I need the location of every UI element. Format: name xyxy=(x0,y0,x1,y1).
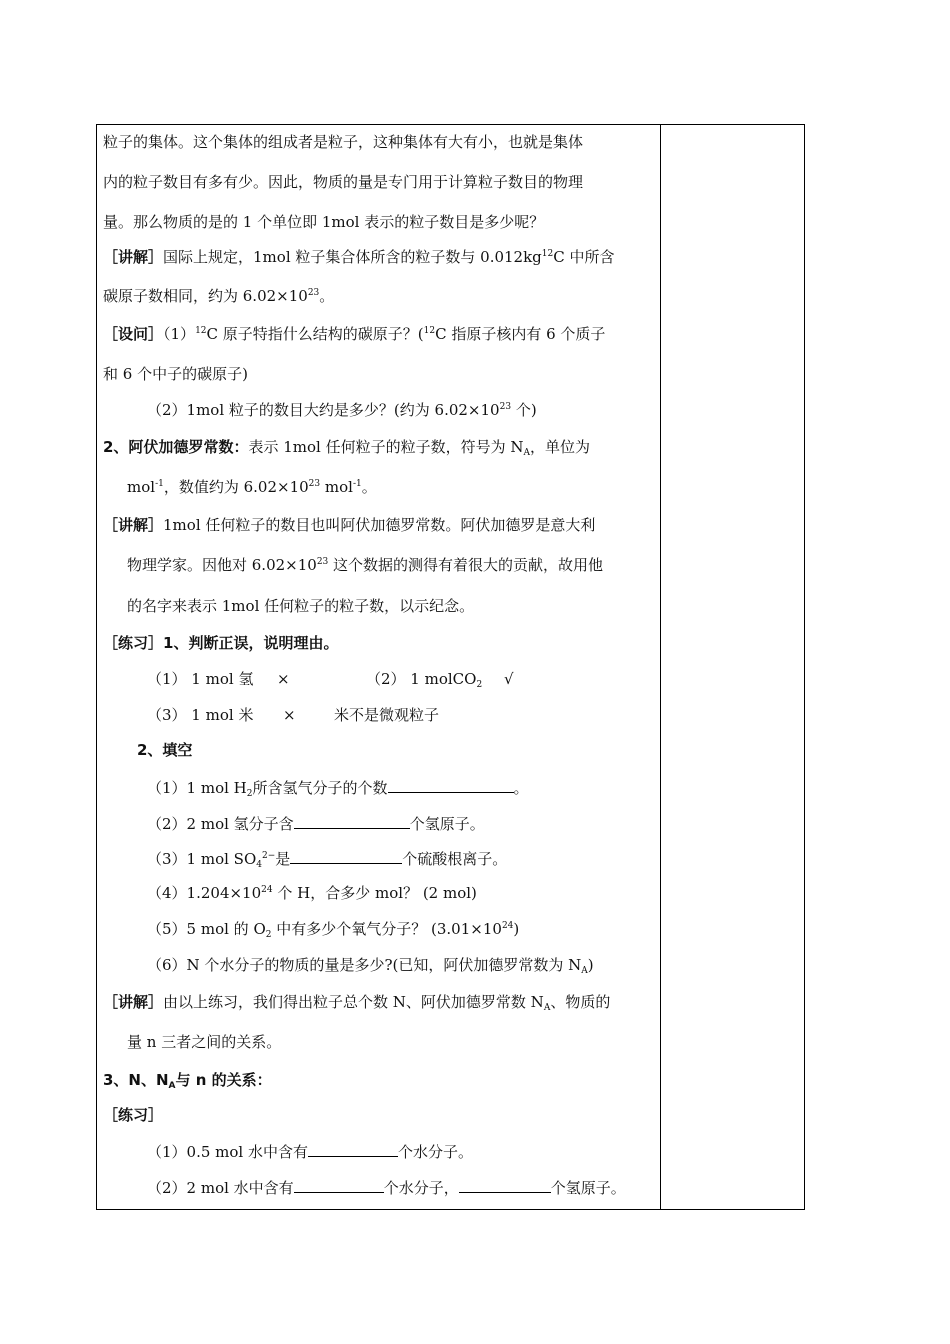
exercise-mark: √ xyxy=(504,670,514,688)
fill-item: （2）2 mol 氢分子含 个氢原子。 xyxy=(147,812,485,834)
exercise-item: （3） 1 mol 米 xyxy=(147,706,254,724)
exercise-note: 米不是微观粒子 xyxy=(334,706,440,724)
section-tag: ［设问］ xyxy=(103,325,164,343)
exercise-item: （1） 1 mol 氢 xyxy=(147,670,254,688)
section-heading: 3、N、$N_A$与 n 的关系： xyxy=(103,1071,272,1091)
exercise-heading: 2、填空 xyxy=(137,741,193,759)
answer-blank[interactable] xyxy=(308,1140,398,1157)
fill-item: （6）N 个水分子的物质的量是多少?(已知，阿伏加德罗常数为 $N_A$) xyxy=(147,956,594,976)
explanation-line: 物理学家。因他对 $6.02\times 10^{23}$ 这个数据的测得有着很大的贡献，故用他 xyxy=(127,556,604,574)
fill-item: $(4)1.204\times 10^{24}$ 个 H，合多少 mol？ (2 mol) xyxy=(147,884,477,902)
explanation-line: ［讲解］由以上练习，我们得出粒子总个数 N、阿伏加德罗常数 $N_A$、物质的 xyxy=(103,993,611,1013)
section-tag: ［讲解］ xyxy=(103,516,164,534)
answer-blank[interactable] xyxy=(290,847,402,864)
fill-item: （1）1 mol $H_2$所含氢气分子的个数 。 xyxy=(147,776,529,798)
definition-line: 2、阿伏加德罗常数：表示 1mol 任何粒子的粒子数，符号为 $N_A$，单位为 xyxy=(103,438,590,458)
fill-item: （1）0.5 mol 水中含有 个水分子。 xyxy=(147,1140,473,1162)
column-divider xyxy=(660,124,661,1210)
section-tag: ［练习］ xyxy=(103,634,164,652)
explanation-line: ［讲解］1mol 任何粒子的数目也叫阿伏加德罗常数。阿伏加德罗是意大利 xyxy=(103,516,596,534)
section-tag: ［讲解］ xyxy=(103,993,164,1011)
fill-item: （2）2 mol 水中含有 个水分子， 个氢原子。 xyxy=(147,1176,626,1198)
section-tag: ［讲解］ xyxy=(103,248,164,266)
answer-blank[interactable] xyxy=(388,776,514,793)
question-line: 和 6 个中子的碳原子) xyxy=(103,365,248,383)
exercise-item: （2） 1 molCO$_2$ xyxy=(366,670,483,690)
question-line: （2）1mol 粒子的数目大约是多少？(约为 $6.02\times 10^{23}$ 个) xyxy=(147,401,537,419)
explanation-line: 的名字来表示 1mol 任何粒子的粒子数，以示纪念。 xyxy=(127,597,475,615)
answer-blank[interactable] xyxy=(294,812,410,829)
explanation-line: 量 n 三者之间的关系。 xyxy=(127,1033,282,1051)
exercise-mark: × xyxy=(283,706,296,724)
paragraph-line: 内的粒子数目有多有少。因此，物质的量是专门用于计算粒子数目的物理 xyxy=(103,173,584,191)
paragraph-line: 粒子的集体。这个集体的组成者是粒子，这种集体有大有小，也就是集体 xyxy=(103,133,584,151)
exercise-mark: × xyxy=(277,670,290,688)
fill-item: （3）1 mol $SO_4^{2-}$是 个硫酸根离子。 xyxy=(147,847,507,869)
answer-blank[interactable] xyxy=(459,1176,551,1193)
fill-item: （5）5 mol 的 $O_2$ 中有多少个氧气分子？ $(3.01\times 10^{24})$ xyxy=(147,920,520,940)
explanation-line: 碳原子数相同，约为 $6.02\times 10^{23}$。 xyxy=(103,287,335,305)
paragraph-line: 量。那么物质的是的 1 个单位即 1mol 表示的粒子数目是多少呢？ xyxy=(103,213,545,231)
explanation-line: ［讲解］国际上规定，1mol 粒子集合体所含的粒子数与 $0.012kg^{12}C$ 中所含 xyxy=(103,248,615,266)
exercise-heading: ［练习］1、判断正误，说明理由。 xyxy=(103,634,339,652)
answer-blank[interactable] xyxy=(294,1176,384,1193)
section-heading: 2、阿伏加德罗常数： xyxy=(103,438,249,456)
exercise-heading: ［练习］ xyxy=(103,1106,164,1124)
question-line: ［设问$](1)^{12}C$ 原子特指什么结构的碳原子？($^{12}$C 指原子核内有 6 个质子 xyxy=(103,325,606,343)
definition-line: mol$^{-1}$，数值约为 $6.02\times 10^{23}$ mol$^{-1}$。 xyxy=(127,478,377,496)
